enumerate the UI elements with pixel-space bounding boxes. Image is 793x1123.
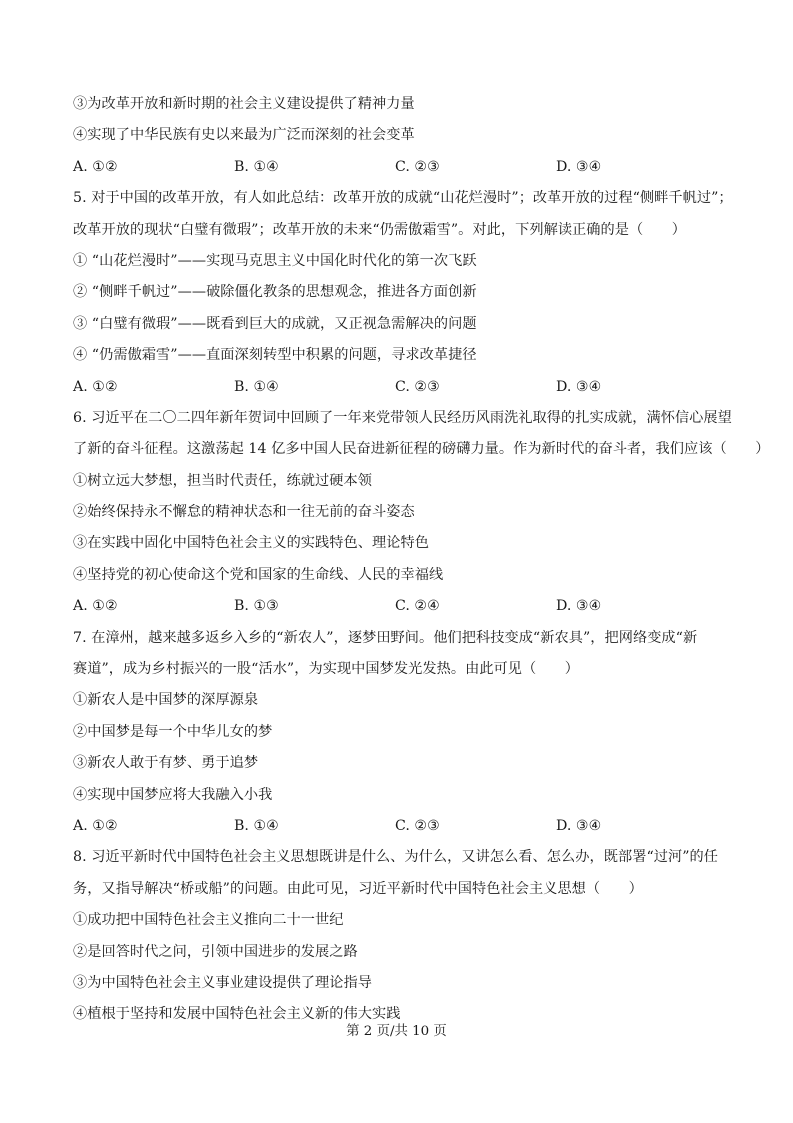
q4-options bbox=[73, 155, 733, 186]
page-number-footer: 第 2 页/共 10 页 bbox=[346, 1024, 447, 1039]
q7-item-2: ②中国梦是每一个中华儿女的梦 bbox=[73, 723, 273, 740]
q6-item-2: ②始终保持永不懈怠的精神状态和一往无前的奋斗姿态 bbox=[73, 504, 415, 521]
q7-stem-line-1: 7. 在漳州，越来越多返乡入乡的“新农人”，逐梦田野间。他们把科技变成“新农具”，把网络变成“新 bbox=[73, 629, 698, 646]
q5-item-1: ① “山花烂漫时”——实现马克思主义中国化时代化的第一次飞跃 bbox=[73, 252, 477, 269]
q5-option-d: D. ③④ bbox=[556, 378, 602, 395]
q5-option-c: C. ②③ bbox=[395, 378, 440, 395]
q6-item-1: ①树立远大梦想，担当时代责任，练就过硬本领 bbox=[73, 472, 372, 489]
q4-option-b: B. ①④ bbox=[234, 158, 279, 175]
q4-item-4: ④实现了中华民族有史以来最为广泛而深刻的社会变革 bbox=[73, 127, 415, 144]
q4-option-c: C. ②③ bbox=[395, 158, 440, 175]
q5-options bbox=[73, 375, 733, 406]
q6-stem-line-2: 了新的奋斗征程。这激荡起 14 亿多中国人民奋进新征程的磅礴力量。作为新时代的奋斗者，我们应该（ ） bbox=[73, 441, 770, 458]
q7-option-d: D. ③④ bbox=[556, 817, 602, 834]
q5-option-b: B. ①④ bbox=[234, 378, 279, 395]
q6-option-c: C. ②④ bbox=[395, 598, 440, 615]
page-content bbox=[73, 92, 770, 1034]
q6-item-3: ③在实践中固化中国特色社会主义的实践特色、理论特色 bbox=[73, 535, 429, 552]
q8-stem-line-1: 8. 习近平新时代中国特色社会主义思想既讲是什么、为什么，又讲怎么看、怎么办，既部署“过河”的任 bbox=[73, 849, 719, 866]
q6-option-d: D. ③④ bbox=[556, 598, 602, 615]
q8-stem-line-2: 务，又指导解决“桥或船”的问题。由此可见，习近平新时代中国特色社会主义思想（ ） bbox=[73, 880, 643, 897]
q6-stem-line-1: 6. 习近平在二〇二四年新年贺词中回顾了一年来党带领人民经历风雨洗礼取得的扎实成就，满怀信心展望 bbox=[73, 409, 732, 426]
q4-option-d: D. ③④ bbox=[556, 158, 602, 175]
q5-item-4: ④ “仍需傲霜雪”——直面深刻转型中积累的问题，寻求改革捷径 bbox=[73, 347, 477, 364]
q6-option-a: A. ①② bbox=[73, 598, 118, 615]
q7-item-4: ④实现中国梦应将大我融入小我 bbox=[73, 786, 273, 803]
q7-item-3: ③新农人敢于有梦、勇于追梦 bbox=[73, 755, 259, 772]
q7-option-c: C. ②③ bbox=[395, 817, 440, 834]
q5-option-a: A. ①② bbox=[73, 378, 118, 395]
q8-item-1: ①成功把中国特色社会主义推向二十一世纪 bbox=[73, 912, 344, 929]
q6-item-4: ④坚持党的初心使命这个党和国家的生命线、人民的幸福线 bbox=[73, 566, 444, 583]
q4-option-a: A. ①② bbox=[73, 158, 118, 175]
q7-option-b: B. ①④ bbox=[234, 817, 279, 834]
q7-stem-line-2: 赛道”，成为乡村振兴的一股“活水”，为实现中国梦发光发热。由此可见（ ） bbox=[73, 661, 579, 678]
q6-options bbox=[73, 594, 733, 625]
q4-item-3: ③为改革开放和新时期的社会主义建设提供了精神力量 bbox=[73, 96, 415, 112]
q8-item-3: ③为中国特色社会主义事业建设提供了理论指导 bbox=[73, 974, 372, 991]
q5-stem-line-1: 5. 对于中国的改革开放，有人如此总结：改革开放的成就“山花烂漫时”；改革开放的过程“侧畔千帆过”； bbox=[73, 190, 733, 207]
q5-item-2: ② “侧畔千帆过”——破除僵化教条的思想观念，推进各方面创新 bbox=[73, 284, 477, 301]
q5-item-3: ③ “白璧有微瑕”——既看到巨大的成就，又正视急需解决的问题 bbox=[73, 315, 477, 332]
q7-options bbox=[73, 814, 733, 845]
q8-item-4: ④植根于坚持和发展中国特色社会主义新的伟大实践 bbox=[73, 1006, 401, 1023]
q8-item-2: ②是回答时代之问，引领中国进步的发展之路 bbox=[73, 943, 358, 960]
q6-option-b: B. ①③ bbox=[234, 598, 279, 615]
q7-option-a: A. ①② bbox=[73, 817, 118, 834]
q7-item-1: ①新农人是中国梦的深厚源泉 bbox=[73, 692, 259, 709]
q5-stem-line-2: 改革开放的现状“白璧有微瑕”；改革开放的未来“仍需傲霜雪”。对此，下列解读正确的是（ ） bbox=[73, 221, 686, 238]
